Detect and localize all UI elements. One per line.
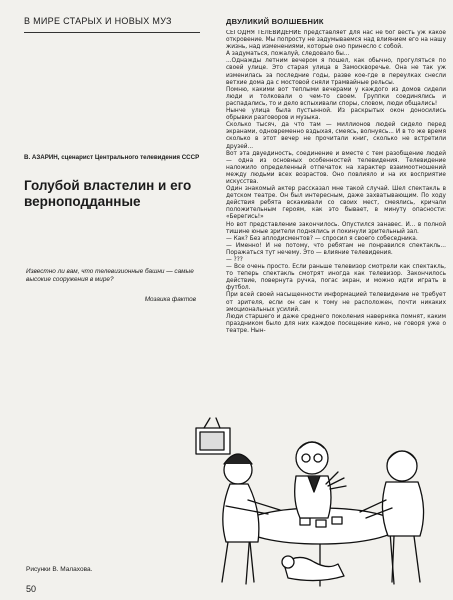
paragraph: — Именно! И не потому, что ребятам не понравился спектакль... Поражаться тут нечему. Это — влияние телевидения. [226,242,446,256]
paragraph: Один знакомый актер рассказал мне такой случай. Шел спектакль в детском театре. Он был интересным, даже захватывающим. По ходу действия ребята вскакивали со своих мест, смеялись, кричали положительным героям, как это бывает, в минуту опасности: «Берегись!» [226,186,446,221]
rubric-rule [24,32,200,33]
epigraph-source: Мозаика фактов [144,296,196,303]
section-title: ДВУЛИКИЙ ВОЛШЕБНИК [226,17,324,26]
cartoon-illustration [188,414,446,590]
paragraph: Но вот представление закончилось. Опустился занавес. И... в полной тишине юные зрители поднялись и покинули зрительный зал. [226,221,446,235]
paragraph: ...Однажды летним вечером я пошел, как обычно, прогуляться по своей улице. Это старая улица в Замоскворечье. Она не так уж изменилась за последние годы, разве кое-где в переулках снесли ветхие дома да с мостовой сняли трамвайные рельсы. [226,58,446,86]
illustration-credit: Рисунки В. Малахова. [26,566,93,573]
paragraph: Помню, какими вот теплыми вечерами у каждого из домов сидели люди и толковали о чем-то своем. Группки соединялись и распадались, то и дело вспыхивали споры, словом, люди общались! [226,86,446,107]
paragraph: А задуматься, пожалуй, следовало бы... [226,51,350,58]
paragraph: При всей своей насыщенности информацией телевидение не требует от зрителя, если он сам к тому не расположен, почти никаких эмоциональных усилий. [226,292,446,313]
paragraph: СЕГОДНЯ ТЕЛЕВИДЕНИЕ представляет для нас не бог весть уж какое откровение. Мы попросту не задумываемся над влиянием его на нашу жизнь, над изменениями, которые оно принесло с собой. [226,30,446,51]
paragraph: — ??? [226,257,243,263]
author-byline: В. АЗАРИН, сценарист Центрального телевидения СССР [24,154,200,161]
page-number: 50 [26,584,37,594]
article-title: Голубой властелин и его верноподданные [24,178,192,209]
paragraph: Сколько тысяч, да что там — миллионов людей сидело перед экранами, одновременно вздыхая, смеясь, волнуясь... И в то же время сколько в этот вечер не прочитали книг, сколько не встретили друзей... [226,122,446,150]
rubric-heading: В МИРЕ СТАРЫХ И НОВЫХ МУЗ [24,16,172,26]
paragraph: — Как? Без аплодисментов? — спросил я своего собеседника. [226,235,418,242]
paragraph: Люди старшего и даже среднего поколения наверняка помнят, каким праздником было для них каждое посещение кино, не говоря уже о театре. Нын- [226,313,446,334]
article-body [226,30,446,418]
paragraph: Нынче улица была пустынной. Из раскрытых окон доносились обрывки разговоров и музыка. [226,108,446,122]
epigraph-quote: Известно ли вам, что телевизионные башни — самые высокие сооружения в мире? [26,268,194,284]
paragraph: Вот эта двуединость, соединение и вместе с тем разобщение людей — одна из основных особенностей телевидения. Телевидение наложило определенный отпечаток на характер взаимоотношений между людьми всех возрастов. Оно повлияло и на их восприятие искусства. [226,150,446,185]
paragraph: — Все очень просто. Если раньше телевизор смотрели как спектакль, то теперь спектакль смотрят иногда как телевизор. Закончилось действие, повернута ручка, погас экран, и можно идти играть в футбол. [226,264,446,292]
